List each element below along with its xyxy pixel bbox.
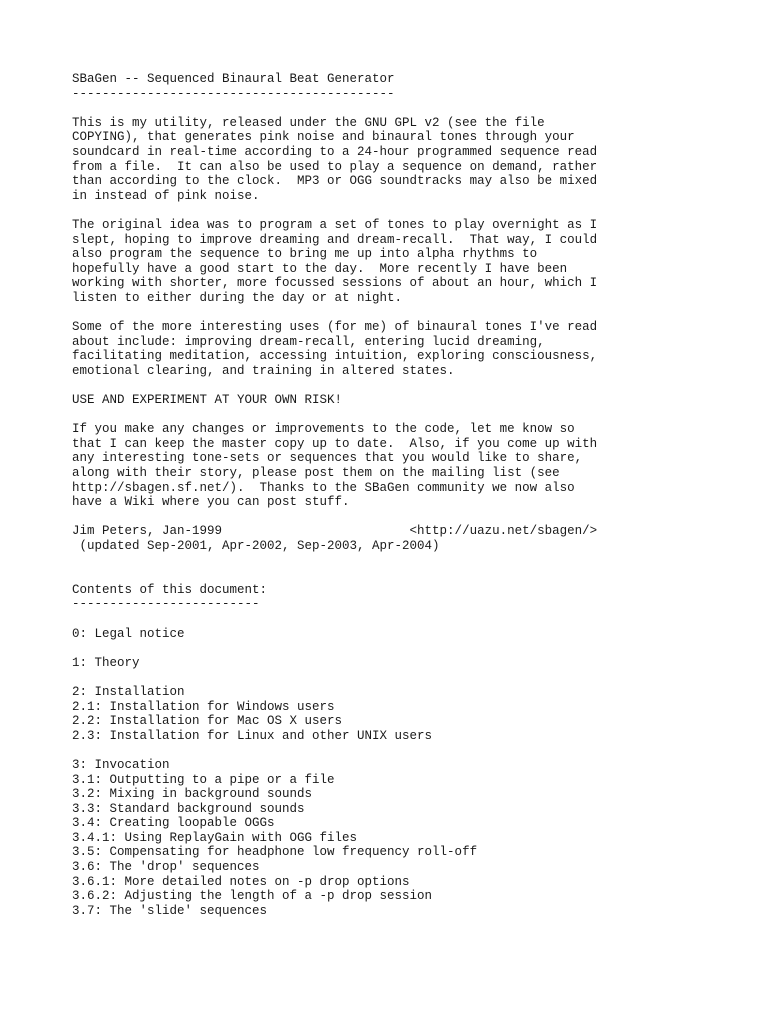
text-line: This is my utility, released under the GNU GPL v2 (see the file [72, 115, 545, 130]
text-line: 3.4.1: Using ReplayGain with OGG files [72, 830, 358, 845]
text-line: 2.1: Installation for Windows users [72, 699, 335, 714]
text-line: 3.4: Creating loopable OGGs [72, 816, 275, 831]
text-line [72, 378, 752, 393]
text-line: along with their story, please post them on the mailing list (see [72, 466, 560, 481]
text-line: 3.1: Outputting to a pipe or a file [72, 772, 335, 787]
text-line: 0: Legal notice [72, 626, 185, 641]
text-line: USE AND EXPERIMENT AT YOUR OWN RISK! [72, 393, 343, 408]
text-line [72, 510, 752, 525]
text-line [72, 408, 752, 423]
text-line: 2: Installation [72, 684, 185, 699]
text-line: hopefully have a good start to the day. More recently I have been [72, 261, 568, 276]
text-line: 3: Invocation [72, 757, 170, 772]
text-line: slept, hoping to improve dreaming and dream-recall. That way, I could [72, 232, 598, 247]
text-line: The original idea was to program a set of tones to play overnight as I [72, 217, 598, 232]
text-line: 2.2: Installation for Mac OS X users [72, 714, 343, 729]
text-line: soundcard in real-time according to a 24-hour programmed sequence read [72, 144, 598, 159]
text-line: any interesting tone-sets or sequences that you would like to share, [72, 451, 583, 466]
text-line: that I can keep the master copy up to date. Also, if you come up with [72, 436, 598, 451]
text-line: in instead of pink noise. [72, 188, 260, 203]
text-line: 3.3: Standard background sounds [72, 801, 305, 816]
text-line [72, 306, 752, 321]
text-line: 1: Theory [72, 655, 140, 670]
document-text [72, 72, 752, 918]
text-line: 3.6: The 'drop' sequences [72, 860, 260, 875]
text-line [72, 670, 752, 685]
text-line [72, 203, 752, 218]
text-line: working with shorter, more focussed sessions of about an hour, which I [72, 276, 598, 291]
text-line: COPYING), that generates pink noise and binaural tones through your [72, 130, 575, 145]
text-line: Jim Peters, Jan-1999 <http://uazu.net/sbagen/> [72, 524, 598, 539]
text-line: about include: improving dream-recall, entering lucid dreaming, [72, 334, 545, 349]
text-line: also program the sequence to bring me up into alpha rhythms to [72, 247, 538, 262]
text-line: Contents of this document: [72, 582, 268, 597]
text-line [72, 743, 752, 758]
text-line: ------------------------- [72, 597, 260, 612]
text-line: SBaGen -- Sequenced Binaural Beat Generator [72, 72, 395, 86]
text-line: 3.5: Compensating for headphone low frequency roll-off [72, 845, 478, 860]
text-line: (updated Sep-2001, Apr-2002, Sep-2003, Apr-2004) [72, 539, 440, 553]
text-line: from a file. It can also be used to play a sequence on demand, rather [72, 159, 598, 174]
text-line: Some of the more interesting uses (for me) of binaural tones I've read [72, 320, 598, 335]
text-line: than according to the clock. MP3 or OGG soundtracks may also be mixed [72, 174, 598, 189]
text-line [72, 612, 752, 627]
text-line: 3.6.1: More detailed notes on -p drop options [72, 874, 410, 889]
text-line: listen to either during the day or at night. [72, 290, 403, 305]
text-line [72, 101, 752, 116]
text-line: If you make any changes or improvements to the code, let me know so [72, 422, 575, 437]
text-line: http://sbagen.sf.net/). Thanks to the SBaGen community we now also [72, 480, 575, 495]
text-line: ------------------------------------------- [72, 86, 395, 101]
text-line: facilitating meditation, accessing intuition, exploring consciousness, [72, 349, 598, 364]
text-line [72, 568, 752, 583]
text-line [72, 554, 752, 569]
text-line [72, 641, 752, 656]
text-line: 3.2: Mixing in background sounds [72, 787, 313, 802]
text-line: have a Wiki where you can post stuff. [72, 495, 350, 510]
text-line: 2.3: Installation for Linux and other UNIX users [72, 728, 433, 743]
text-line: 3.7: The 'slide' sequences [72, 903, 268, 918]
text-line: 3.6.2: Adjusting the length of a -p drop session [72, 889, 433, 904]
text-line: emotional clearing, and training in altered states. [72, 363, 455, 378]
